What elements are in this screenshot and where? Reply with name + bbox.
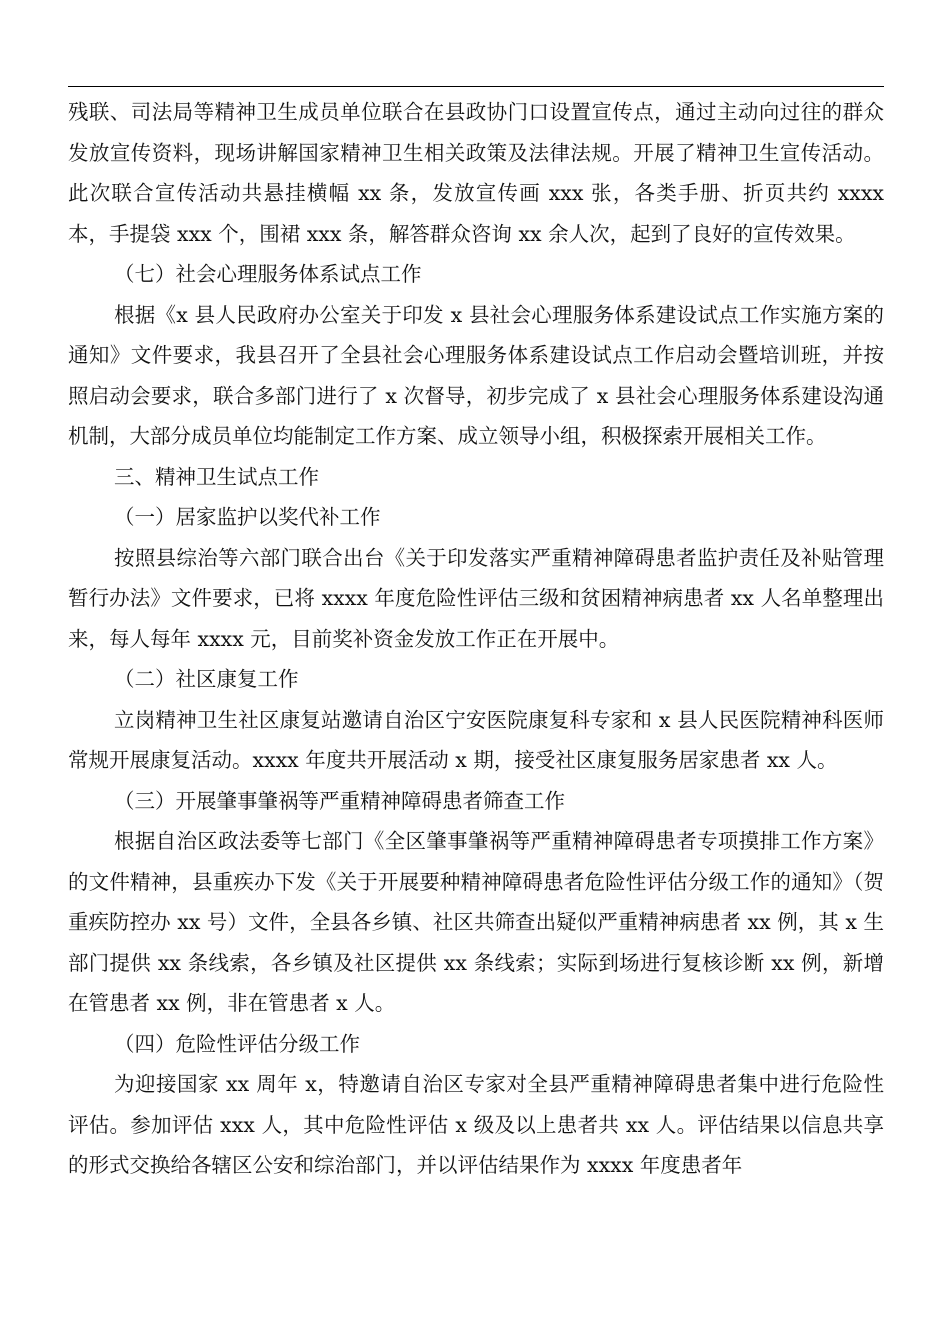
subheading-risk-assessment: （四）危险性评估分级工作	[114, 1031, 360, 1056]
document-body	[68, 92, 884, 1186]
body-paragraph-risk-assessment: 为迎接国家 xx 周年 x，特邀请自治区专家对全县严重精神障碍患者集中进行危险性评估。参加评估 xxx 人，其中危险性评估 x 级及以上患者共 xx 人。评估结果以信息共享的形式交换给各辖区公安和综治部门，并以评估结果作为 xxxx 年度患者年	[68, 1072, 884, 1177]
subheading-home-guardianship: （一）居家监护以奖代补工作	[114, 505, 381, 529]
body-paragraph-continued: 残联、司法局等精神卫生成员单位联合在县政协门口设置宣传点，通过主动向过往的群众发放宣传资料，现场讲解国家精神卫生相关政策及法律法规。开展了精神卫生宣传活动。此次联合宣传活动共悬挂横幅 xx 条，发放宣传画 xxx 张，各类手册、折页共约 xxxx 本，手提袋 xxx 个，围裙 xxx 条，解答群众咨询 xx 余人次，起到了良好的宣传效果。	[68, 100, 884, 246]
header-rule	[68, 86, 884, 87]
subheading-community-rehab: （二）社区康复工作	[114, 667, 299, 691]
subheading-social-psych-pilot: （七）社会心理服务体系试点工作	[114, 262, 422, 286]
body-paragraph-social-psych-pilot: 根据《x 县人民政府办公室关于印发 x 县社会心理服务体系建设试点工作实施方案的通知》文件要求，我县召开了全县社会心理服务体系建设试点工作启动会暨培训班，并按照启动会要求，联合多部门进行了 x 次督导，初步完成了 x 县社会心理服务体系建设沟通机制，大部分成员单位均能制定工作方案、成立领导小组，积极探索开展相关工作。	[68, 302, 884, 448]
body-paragraph-screening: 根据自治区政法委等七部门《全区肇事肇祸等严重精神障碍患者专项摸排工作方案》的文件精神，县重疾办下发《关于开展要种精神障碍患者危险性评估分级工作的通知》（贺重疾防控办 xx 号）文件，全县各乡镇、社区共筛查出疑似严重精神病患者 xx 例，其 x 生部门提供 xx 条线索，各乡镇及社区提供 xx 条线索；实际到场进行复核诊断 xx 例，新增在管患者 xx 例，非在管患者 x 人。	[68, 829, 884, 1015]
subheading-screening: （三）开展肇事肇祸等严重精神障碍患者筛查工作	[114, 788, 565, 813]
body-paragraph-home-guardianship: 按照县综治等六部门联合出台《关于印发落实严重精神障碍患者监护责任及补贴管理暂行办法》文件要求，已将 xxxx 年度危险性评估三级和贫困精神病患者 xx 人名单整理出来，每人每年 xxxx 元，目前奖补资金发放工作正在开展中。	[68, 545, 884, 651]
section-heading-mental-health-pilot: 三、精神卫生试点工作	[114, 464, 319, 489]
body-paragraph-community-rehab: 立岗精神卫生社区康复站邀请自治区宁安医院康复科专家和 x 县人民医院精神科医师常规开展康复活动。xxxx 年度共开展活动 x 期，接受社区康复服务居家患者 xx 人。	[68, 707, 884, 772]
